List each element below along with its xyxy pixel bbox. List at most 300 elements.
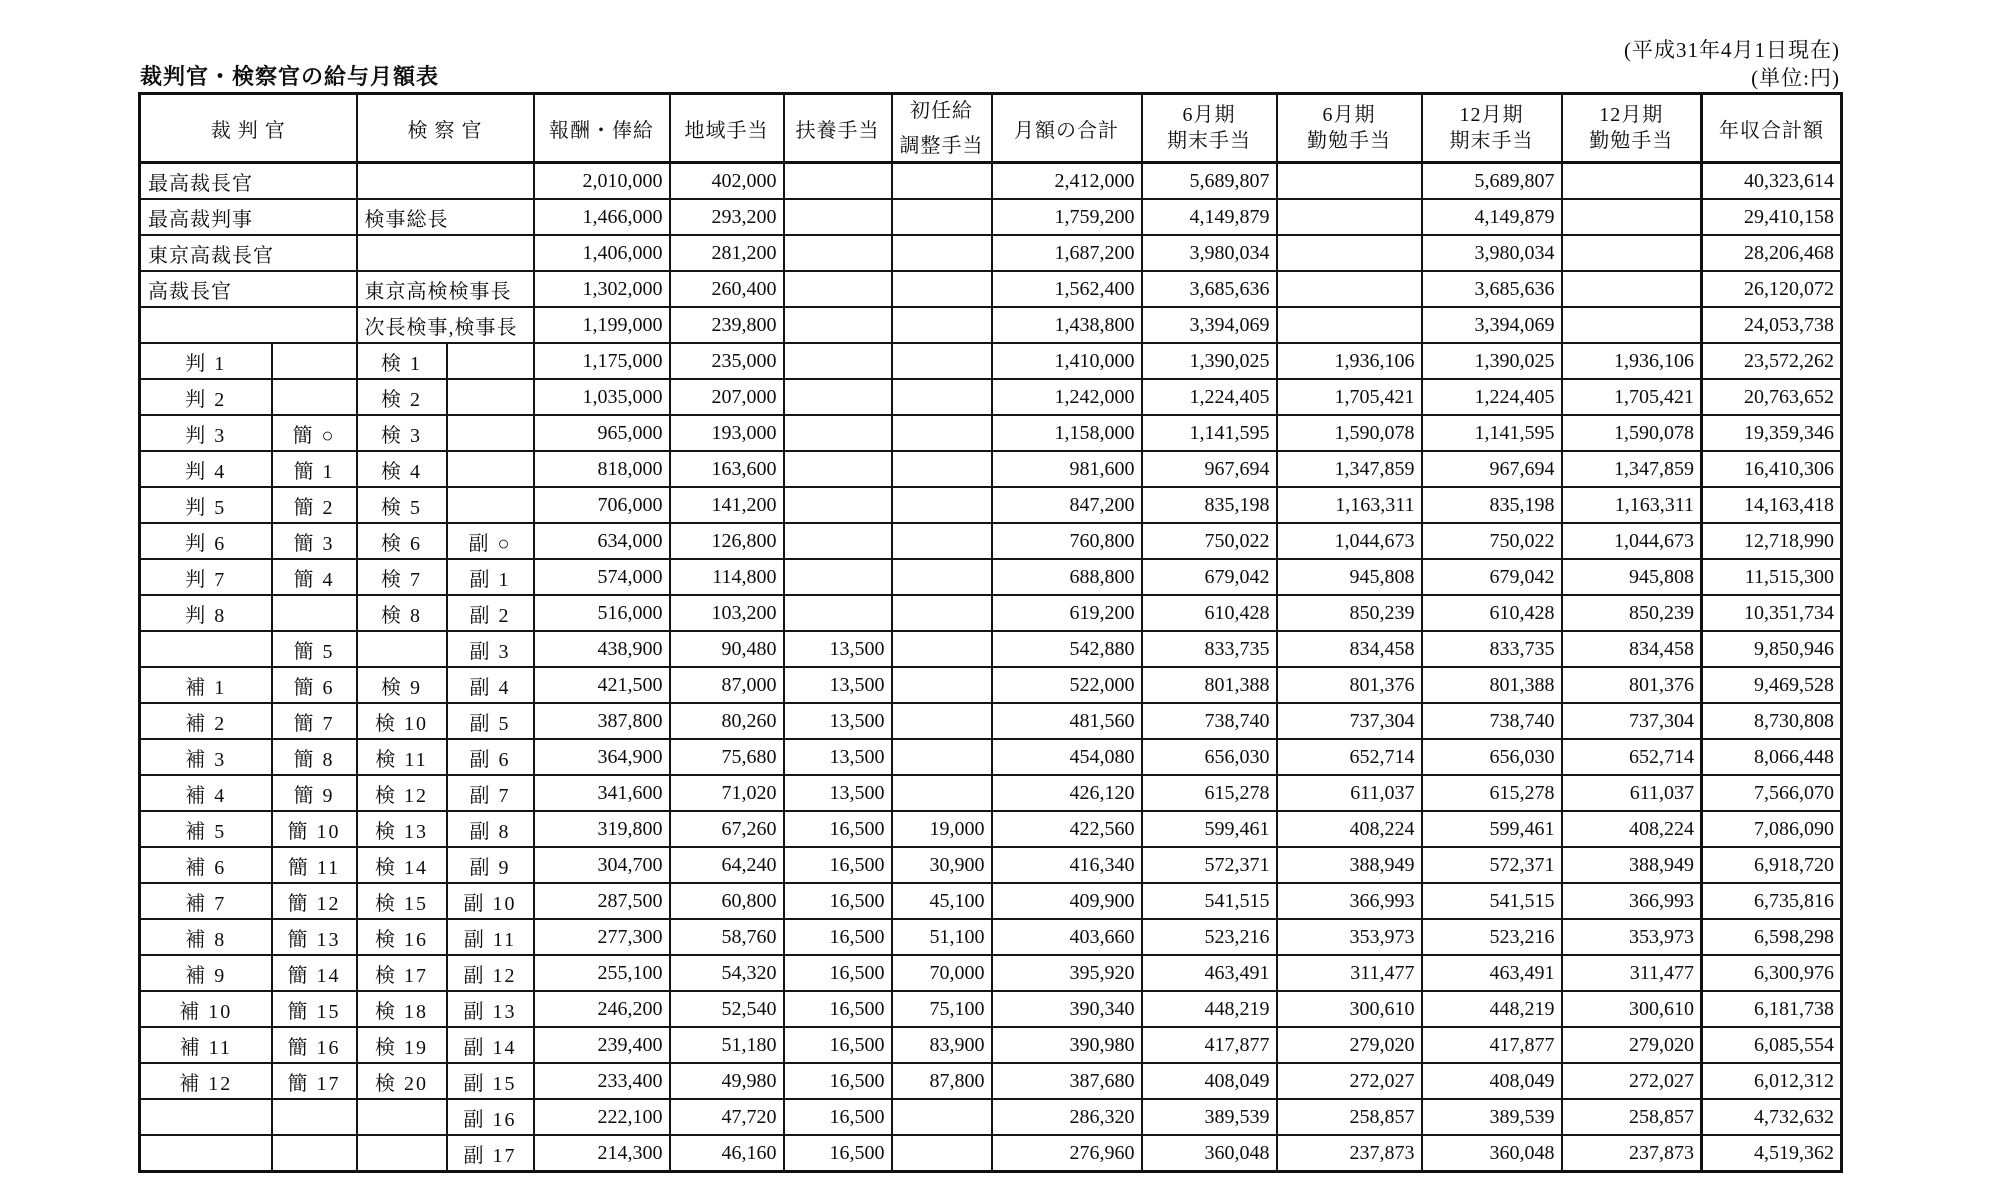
cell-june_dil: 801,376 <box>1277 667 1422 703</box>
cell-salary: 421,500 <box>534 667 670 703</box>
unit-note: (単位:円) <box>1751 66 1840 90</box>
cell-initial <box>892 667 992 703</box>
cell-june_dil <box>1277 235 1422 271</box>
cell-initial <box>892 487 992 523</box>
header-annual-total: 年収合計額 <box>1702 94 1842 163</box>
cell-annual: 40,323,614 <box>1702 163 1842 200</box>
cell-initial <box>892 307 992 343</box>
cell-dependent: 16,500 <box>784 991 892 1027</box>
cell-initial <box>892 559 992 595</box>
cell-monthly: 522,000 <box>992 667 1142 703</box>
cell-prosecutor-rank: 検 20 <box>357 1063 447 1099</box>
cell-summary-court-rank: 簡 6 <box>272 667 357 703</box>
cell-judge-rank: 補 4 <box>140 775 272 811</box>
cell-assistant-prosecutor-rank: 副 10 <box>447 883 534 919</box>
cell-dec_dil <box>1562 199 1702 235</box>
cell-dependent <box>784 307 892 343</box>
cell-dependent: 16,500 <box>784 1135 892 1172</box>
cell-assistant-prosecutor-rank: 副 8 <box>447 811 534 847</box>
cell-annual: 16,410,306 <box>1702 451 1842 487</box>
cell-dec_end: 1,224,405 <box>1422 379 1562 415</box>
cell-initial <box>892 1135 992 1172</box>
cell-initial: 83,900 <box>892 1027 992 1063</box>
table-row <box>140 415 1842 451</box>
cell-dec_dil: 366,993 <box>1562 883 1702 919</box>
cell-summary-court-rank: 簡 ○ <box>272 415 357 451</box>
salary-table <box>138 92 1843 1173</box>
cell-june_dil: 850,239 <box>1277 595 1422 631</box>
cell-regional: 75,680 <box>670 739 784 775</box>
table-row <box>140 559 1842 595</box>
cell-judge-rank <box>140 1099 272 1135</box>
header-december-diligence-allowance <box>1562 94 1702 163</box>
cell-june_end: 1,390,025 <box>1142 343 1277 379</box>
cell-june_dil: 279,020 <box>1277 1027 1422 1063</box>
cell-monthly: 1,410,000 <box>992 343 1142 379</box>
cell-prosecutor-rank <box>357 631 447 667</box>
cell-dependent: 13,500 <box>784 775 892 811</box>
header-row <box>140 94 1842 163</box>
table-row <box>140 343 1842 379</box>
cell-monthly: 416,340 <box>992 847 1142 883</box>
cell-summary-court-rank: 簡 4 <box>272 559 357 595</box>
cell-monthly: 395,920 <box>992 955 1142 991</box>
cell-june_dil: 945,808 <box>1277 559 1422 595</box>
cell-monthly: 619,200 <box>992 595 1142 631</box>
cell-monthly: 1,562,400 <box>992 271 1142 307</box>
header-june-diligence-line1: 6月期 <box>1322 104 1376 126</box>
cell-monthly: 286,320 <box>992 1099 1142 1135</box>
table-row <box>140 235 1842 271</box>
cell-salary: 304,700 <box>534 847 670 883</box>
cell-judge-rank: 判 1 <box>140 343 272 379</box>
table-row <box>140 1027 1842 1063</box>
header-initial-line1: 初任給 <box>910 100 973 122</box>
cell-monthly: 688,800 <box>992 559 1142 595</box>
cell-assistant-prosecutor-rank: 副 11 <box>447 919 534 955</box>
header-initial-line2: 調整手当 <box>899 135 984 157</box>
cell-prosecutor-rank: 検 8 <box>357 595 447 631</box>
cell-monthly: 981,600 <box>992 451 1142 487</box>
cell-monthly: 481,560 <box>992 703 1142 739</box>
cell-assistant-prosecutor-rank: 副 15 <box>447 1063 534 1099</box>
cell-initial <box>892 199 992 235</box>
cell-june_dil: 834,458 <box>1277 631 1422 667</box>
cell-dec_end: 523,216 <box>1422 919 1562 955</box>
cell-dec_dil: 945,808 <box>1562 559 1702 595</box>
cell-june_end: 610,428 <box>1142 595 1277 631</box>
cell-june_end: 417,877 <box>1142 1027 1277 1063</box>
table-row <box>140 811 1842 847</box>
cell-prosecutor-rank: 検 9 <box>357 667 447 703</box>
cell-annual: 7,086,090 <box>1702 811 1842 847</box>
header-initial-adjustment-allowance <box>892 94 992 163</box>
cell-judge-rank: 補 9 <box>140 955 272 991</box>
cell-salary: 246,200 <box>534 991 670 1027</box>
cell-judge-title: 高裁長官 <box>140 271 357 307</box>
cell-assistant-prosecutor-rank: 副 4 <box>447 667 534 703</box>
cell-judge-rank: 判 2 <box>140 379 272 415</box>
cell-prosecutor-rank: 検 5 <box>357 487 447 523</box>
table-row <box>140 307 1842 343</box>
cell-dec_dil: 279,020 <box>1562 1027 1702 1063</box>
cell-assistant-prosecutor-rank: 副 ○ <box>447 523 534 559</box>
cell-annual: 23,572,262 <box>1702 343 1842 379</box>
cell-monthly: 276,960 <box>992 1135 1142 1172</box>
cell-dec_dil: 850,239 <box>1562 595 1702 631</box>
cell-monthly: 403,660 <box>992 919 1142 955</box>
cell-annual: 6,598,298 <box>1702 919 1842 955</box>
cell-summary-court-rank: 簡 2 <box>272 487 357 523</box>
cell-salary: 222,100 <box>534 1099 670 1135</box>
cell-regional: 71,020 <box>670 775 784 811</box>
cell-dec_dil <box>1562 235 1702 271</box>
cell-june_end: 679,042 <box>1142 559 1277 595</box>
cell-dependent: 16,500 <box>784 1063 892 1099</box>
cell-assistant-prosecutor-rank <box>447 451 534 487</box>
cell-monthly: 422,560 <box>992 811 1142 847</box>
cell-monthly: 426,120 <box>992 775 1142 811</box>
cell-prosecutor-rank: 検 12 <box>357 775 447 811</box>
cell-judge-title <box>140 307 357 343</box>
cell-dependent <box>784 523 892 559</box>
cell-annual: 12,718,990 <box>1702 523 1842 559</box>
cell-annual: 19,359,346 <box>1702 415 1842 451</box>
cell-june_dil: 611,037 <box>1277 775 1422 811</box>
cell-annual: 20,763,652 <box>1702 379 1842 415</box>
cell-june_end: 3,394,069 <box>1142 307 1277 343</box>
cell-assistant-prosecutor-rank: 副 1 <box>447 559 534 595</box>
cell-regional: 207,000 <box>670 379 784 415</box>
cell-judge-rank: 判 6 <box>140 523 272 559</box>
cell-dec_end: 3,980,034 <box>1422 235 1562 271</box>
cell-prosecutor-rank: 検 19 <box>357 1027 447 1063</box>
cell-dependent: 16,500 <box>784 1099 892 1135</box>
cell-salary: 1,466,000 <box>534 199 670 235</box>
cell-dec_dil: 272,027 <box>1562 1063 1702 1099</box>
cell-dec_dil: 300,610 <box>1562 991 1702 1027</box>
cell-dec_dil: 801,376 <box>1562 667 1702 703</box>
cell-regional: 47,720 <box>670 1099 784 1135</box>
cell-june_dil: 1,590,078 <box>1277 415 1422 451</box>
cell-dependent: 16,500 <box>784 811 892 847</box>
cell-judge-title: 東京高裁長官 <box>140 235 357 271</box>
cell-regional: 87,000 <box>670 667 784 703</box>
header-june-end-line2: 期末手当 <box>1167 130 1251 152</box>
cell-summary-court-rank: 簡 8 <box>272 739 357 775</box>
cell-initial <box>892 739 992 775</box>
cell-assistant-prosecutor-rank: 副 3 <box>447 631 534 667</box>
cell-judge-rank: 補 5 <box>140 811 272 847</box>
cell-annual: 9,469,528 <box>1702 667 1842 703</box>
cell-initial <box>892 703 992 739</box>
header-june-diligence-line2: 勤勉手当 <box>1307 130 1391 152</box>
cell-salary: 706,000 <box>534 487 670 523</box>
cell-judge-rank: 判 4 <box>140 451 272 487</box>
header-dependent-allowance: 扶養手当 <box>784 94 892 163</box>
cell-dependent: 16,500 <box>784 955 892 991</box>
cell-summary-court-rank <box>272 595 357 631</box>
cell-dec_end: 5,689,807 <box>1422 163 1562 200</box>
cell-annual: 14,163,418 <box>1702 487 1842 523</box>
cell-dec_end: 750,022 <box>1422 523 1562 559</box>
cell-initial <box>892 1099 992 1135</box>
cell-dec_end: 408,049 <box>1422 1063 1562 1099</box>
cell-june_dil: 237,873 <box>1277 1135 1422 1172</box>
header-december-end-allowance <box>1422 94 1562 163</box>
cell-regional: 49,980 <box>670 1063 784 1099</box>
cell-dependent <box>784 559 892 595</box>
cell-annual: 28,206,468 <box>1702 235 1842 271</box>
cell-regional: 239,800 <box>670 307 784 343</box>
cell-salary: 634,000 <box>534 523 670 559</box>
cell-annual: 10,351,734 <box>1702 595 1842 631</box>
cell-dec_dil: 237,873 <box>1562 1135 1702 1172</box>
table-row <box>140 1099 1842 1135</box>
cell-dependent: 13,500 <box>784 703 892 739</box>
cell-regional: 260,400 <box>670 271 784 307</box>
cell-summary-court-rank <box>272 1099 357 1135</box>
table-row <box>140 883 1842 919</box>
cell-dec_dil: 611,037 <box>1562 775 1702 811</box>
cell-initial <box>892 415 992 451</box>
cell-annual: 6,300,976 <box>1702 955 1842 991</box>
header-december-diligence-line2: 勤勉手当 <box>1589 130 1674 152</box>
table-row <box>140 631 1842 667</box>
cell-dec_dil: 258,857 <box>1562 1099 1702 1135</box>
cell-dec_end: 541,515 <box>1422 883 1562 919</box>
cell-salary: 516,000 <box>534 595 670 631</box>
cell-regional: 58,760 <box>670 919 784 955</box>
cell-summary-court-rank <box>272 343 357 379</box>
cell-annual: 11,515,300 <box>1702 559 1842 595</box>
cell-june_end: 833,735 <box>1142 631 1277 667</box>
cell-assistant-prosecutor-rank: 副 7 <box>447 775 534 811</box>
cell-regional: 80,260 <box>670 703 784 739</box>
cell-dependent <box>784 271 892 307</box>
cell-dec_end: 679,042 <box>1422 559 1562 595</box>
cell-judge-title: 最高裁長官 <box>140 163 357 200</box>
cell-initial: 45,100 <box>892 883 992 919</box>
table-row <box>140 595 1842 631</box>
cell-june_end: 835,198 <box>1142 487 1277 523</box>
cell-june_dil: 300,610 <box>1277 991 1422 1027</box>
cell-dec_end: 448,219 <box>1422 991 1562 1027</box>
cell-salary: 239,400 <box>534 1027 670 1063</box>
cell-prosecutor-rank: 検 1 <box>357 343 447 379</box>
cell-annual: 8,066,448 <box>1702 739 1842 775</box>
cell-summary-court-rank: 簡 9 <box>272 775 357 811</box>
cell-annual: 6,012,312 <box>1702 1063 1842 1099</box>
cell-assistant-prosecutor-rank: 副 17 <box>447 1135 534 1172</box>
header-june-end-allowance <box>1142 94 1277 163</box>
cell-judge-rank: 判 3 <box>140 415 272 451</box>
cell-dec_dil <box>1562 271 1702 307</box>
cell-june_end: 656,030 <box>1142 739 1277 775</box>
date-note: (平成31年4月1日現在) <box>1624 38 1840 62</box>
cell-regional: 60,800 <box>670 883 784 919</box>
cell-june_end: 408,049 <box>1142 1063 1277 1099</box>
cell-prosecutor-rank: 検 15 <box>357 883 447 919</box>
cell-monthly: 847,200 <box>992 487 1142 523</box>
cell-june_end: 523,216 <box>1142 919 1277 955</box>
cell-dependent: 13,500 <box>784 631 892 667</box>
cell-assistant-prosecutor-rank: 副 2 <box>447 595 534 631</box>
cell-initial <box>892 379 992 415</box>
cell-salary: 364,900 <box>534 739 670 775</box>
cell-salary: 214,300 <box>534 1135 670 1172</box>
cell-prosecutor-title: 次長検事,検事長 <box>357 307 534 343</box>
cell-prosecutor-title: 検事総長 <box>357 199 534 235</box>
cell-monthly: 1,438,800 <box>992 307 1142 343</box>
cell-dec_end: 4,149,879 <box>1422 199 1562 235</box>
cell-judge-rank <box>140 1135 272 1172</box>
cell-dec_dil <box>1562 307 1702 343</box>
cell-prosecutor-rank: 検 10 <box>357 703 447 739</box>
cell-initial: 75,100 <box>892 991 992 1027</box>
cell-monthly: 1,687,200 <box>992 235 1142 271</box>
cell-dec_end: 360,048 <box>1422 1135 1562 1172</box>
header-monthly-total: 月額の合計 <box>992 94 1142 163</box>
cell-initial: 87,800 <box>892 1063 992 1099</box>
cell-initial: 30,900 <box>892 847 992 883</box>
cell-assistant-prosecutor-rank: 副 14 <box>447 1027 534 1063</box>
cell-june_dil: 311,477 <box>1277 955 1422 991</box>
cell-june_end: 750,022 <box>1142 523 1277 559</box>
cell-assistant-prosecutor-rank: 副 16 <box>447 1099 534 1135</box>
table-row <box>140 991 1842 1027</box>
cell-prosecutor-rank <box>357 1135 447 1172</box>
cell-prosecutor-rank: 検 4 <box>357 451 447 487</box>
cell-initial <box>892 163 992 200</box>
cell-dependent <box>784 379 892 415</box>
cell-annual: 4,519,362 <box>1702 1135 1842 1172</box>
header-june-end-line1: 6月期 <box>1182 104 1236 126</box>
cell-initial: 51,100 <box>892 919 992 955</box>
cell-dec_end: 833,735 <box>1422 631 1562 667</box>
cell-dec_dil: 1,705,421 <box>1562 379 1702 415</box>
cell-regional: 51,180 <box>670 1027 784 1063</box>
cell-dec_end: 572,371 <box>1422 847 1562 883</box>
cell-dec_end: 599,461 <box>1422 811 1562 847</box>
cell-initial <box>892 631 992 667</box>
cell-initial <box>892 235 992 271</box>
cell-monthly: 542,880 <box>992 631 1142 667</box>
cell-regional: 163,600 <box>670 451 784 487</box>
cell-dec_dil: 1,044,673 <box>1562 523 1702 559</box>
cell-prosecutor-rank: 検 2 <box>357 379 447 415</box>
cell-summary-court-rank: 簡 11 <box>272 847 357 883</box>
cell-salary: 1,035,000 <box>534 379 670 415</box>
cell-monthly: 760,800 <box>992 523 1142 559</box>
cell-dependent <box>784 343 892 379</box>
cell-prosecutor-rank: 検 17 <box>357 955 447 991</box>
cell-june_end: 448,219 <box>1142 991 1277 1027</box>
cell-judge-rank: 判 7 <box>140 559 272 595</box>
cell-june_dil: 408,224 <box>1277 811 1422 847</box>
cell-monthly: 1,759,200 <box>992 199 1142 235</box>
cell-dec_dil: 311,477 <box>1562 955 1702 991</box>
cell-initial: 70,000 <box>892 955 992 991</box>
cell-judge-title: 最高裁判事 <box>140 199 357 235</box>
cell-initial <box>892 595 992 631</box>
cell-judge-rank: 補 7 <box>140 883 272 919</box>
cell-judge-rank: 補 1 <box>140 667 272 703</box>
cell-june_dil <box>1277 271 1422 307</box>
cell-june_dil: 258,857 <box>1277 1099 1422 1135</box>
cell-judge-rank: 判 8 <box>140 595 272 631</box>
cell-june_dil: 353,973 <box>1277 919 1422 955</box>
cell-dec_dil: 1,936,106 <box>1562 343 1702 379</box>
cell-salary: 341,600 <box>534 775 670 811</box>
cell-prosecutor-rank <box>357 1099 447 1135</box>
cell-regional: 64,240 <box>670 847 784 883</box>
cell-dec_end: 967,694 <box>1422 451 1562 487</box>
cell-dependent: 16,500 <box>784 919 892 955</box>
header-judge: 裁 判 官 <box>140 94 357 163</box>
cell-assistant-prosecutor-rank <box>447 343 534 379</box>
cell-june_end: 572,371 <box>1142 847 1277 883</box>
cell-june_dil: 1,163,311 <box>1277 487 1422 523</box>
cell-prosecutor-rank: 検 18 <box>357 991 447 1027</box>
cell-regional: 54,320 <box>670 955 784 991</box>
cell-dec_end: 656,030 <box>1422 739 1562 775</box>
cell-dependent: 16,500 <box>784 1027 892 1063</box>
cell-summary-court-rank: 簡 13 <box>272 919 357 955</box>
cell-dec_end: 389,539 <box>1422 1099 1562 1135</box>
table-row <box>140 451 1842 487</box>
cell-june_dil <box>1277 163 1422 200</box>
cell-summary-court-rank: 簡 5 <box>272 631 357 667</box>
cell-salary: 277,300 <box>534 919 670 955</box>
table-row <box>140 955 1842 991</box>
cell-initial <box>892 343 992 379</box>
cell-dependent <box>784 163 892 200</box>
cell-summary-court-rank <box>272 379 357 415</box>
cell-dec_dil: 737,304 <box>1562 703 1702 739</box>
cell-june_end: 801,388 <box>1142 667 1277 703</box>
cell-dec_end: 801,388 <box>1422 667 1562 703</box>
cell-june_dil: 737,304 <box>1277 703 1422 739</box>
cell-summary-court-rank: 簡 3 <box>272 523 357 559</box>
table-row <box>140 703 1842 739</box>
cell-regional: 141,200 <box>670 487 784 523</box>
cell-salary: 818,000 <box>534 451 670 487</box>
cell-prosecutor-rank: 検 6 <box>357 523 447 559</box>
cell-salary: 319,800 <box>534 811 670 847</box>
cell-june_end: 3,980,034 <box>1142 235 1277 271</box>
cell-summary-court-rank: 簡 16 <box>272 1027 357 1063</box>
cell-dec_end: 835,198 <box>1422 487 1562 523</box>
table-row <box>140 487 1842 523</box>
cell-dec_dil: 1,590,078 <box>1562 415 1702 451</box>
cell-prosecutor-rank: 検 16 <box>357 919 447 955</box>
cell-judge-rank: 補 8 <box>140 919 272 955</box>
cell-assistant-prosecutor-rank <box>447 487 534 523</box>
cell-annual: 8,730,808 <box>1702 703 1842 739</box>
cell-annual: 6,735,816 <box>1702 883 1842 919</box>
cell-salary: 387,800 <box>534 703 670 739</box>
cell-assistant-prosecutor-rank <box>447 415 534 451</box>
cell-regional: 114,800 <box>670 559 784 595</box>
cell-dec_dil: 1,163,311 <box>1562 487 1702 523</box>
cell-dependent: 16,500 <box>784 883 892 919</box>
header-prosecutor: 検 察 官 <box>357 94 534 163</box>
cell-monthly: 390,980 <box>992 1027 1142 1063</box>
cell-regional: 126,800 <box>670 523 784 559</box>
cell-annual: 6,918,720 <box>1702 847 1842 883</box>
cell-annual: 29,410,158 <box>1702 199 1842 235</box>
